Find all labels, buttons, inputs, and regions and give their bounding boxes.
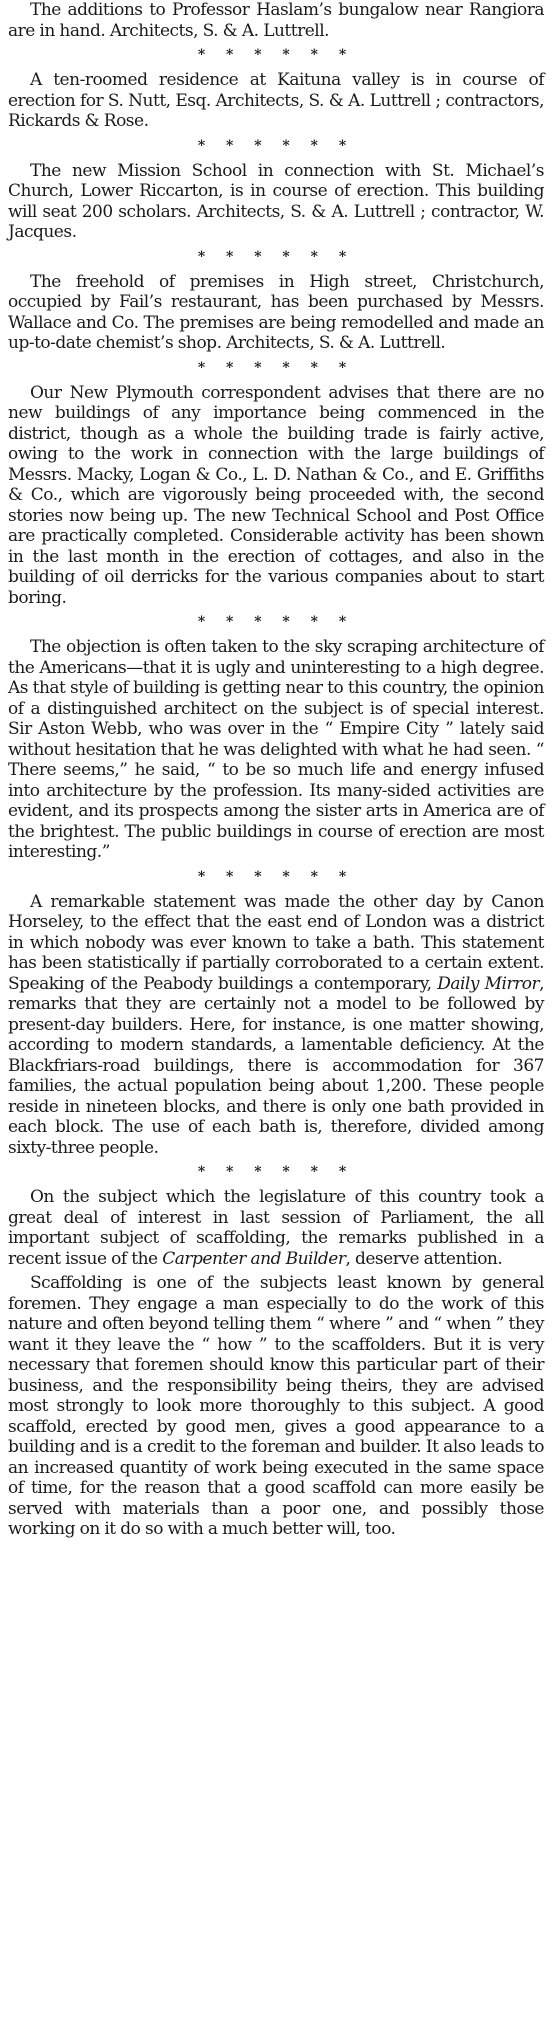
article-paragraph — [8, 1187, 544, 1269]
article-paragraph — [8, 272, 544, 354]
section-separator: * * * * * * — [197, 614, 355, 630]
publication-title: Daily Mirror — [437, 973, 540, 994]
paragraph-text: On the subject which the legislature of this country took a great deal of interest in last session of Parliament, the all important subject of scaffolding, the remarks published in a recent issue of the — [8, 1187, 544, 1269]
paragraph-text: Our New Plymouth correspondent advises that there are no new buildings of any importance being commenced in the district, though as a whole the building trade is fairly active, owing to the work in connection with the large buildings of Messrs. Macky, Logan & Co., L. D. Nathan & Co., and E. Griffiths & Co., which are vigorously being proceeded with, the second stories now being up. The new Technical School and Post Office are practically completed. Considerable activity has been shown in the last month in the erection of cottages, and also in the building of oil derricks for the various companies about to start boring. — [8, 382, 544, 608]
paragraph-text: , deserve attention. — [345, 1248, 503, 1269]
paragraph-text: The objection is often taken to the sky scraping architecture of the Americans—that it is ugly and uninteresting to a high degree. As that style of building is getting near to this country, the opinion of a distinguished architect on the subject is of special interest. Sir Aston Webb, who was over in the “ Empire City ” lately said without hesitation that he was delighted with what he had seen. “ There seems,” he said, “ to be so much life and energy infused into architecture by the profession. Its many-sided activities are evident, and its prospects among the sister arts in America are of the brightest. The public buildings in course of erection are most interesting.” — [8, 637, 544, 862]
article-paragraph — [8, 383, 544, 609]
paragraph-text: A ten-roomed residence at Kaituna valley is in course of erection for S. Nutt, Esq. Architects, S. & A. Luttrell ; contractors, Rickards & Rose. — [8, 70, 544, 131]
section-separator: * * * * * * — [197, 1164, 355, 1180]
paragraph-text: A remarkable statement was made the other day by Canon Horseley, to the effect that the east end of London was a district in which nobody was ever known to take a bath. This statement has been statistically if partially corroborated to a certain extent. Speaking of the Peabody buildings a contemporary, — [8, 891, 544, 994]
paragraph-text: Scaffolding is one of the subjects least known by general foremen. They engage a man especially to do the work of this nature and often beyond telling them “ where ” and “ when ” they want it they leave the “ how ” to the scaffolders. But it is very necessary that foremen should know this particular part of their business, and the responsibility being theirs, they are advised most strongly to look more thoroughly to this subject. A good scaffold, erected by good men, gives a good appearance to a building and is a credit to the foreman and builder. It also leads to an increased quantity of work being executed in the same space of time, for the reason that a good scaffold can more easily be served with materials than a poor one, and possibly those working on it do so with a much better will, too. — [8, 1273, 544, 1539]
article-paragraph — [8, 0, 544, 41]
paragraph-text: The new Mission School in connection with St. Michael’s Church, Lower Riccarton, is in course of erection. This building will seat 200 scholars. Architects, S. & A. Luttrell ; contractor, W. Jacques. — [8, 160, 544, 242]
article-paragraph — [8, 1273, 544, 1540]
section-separator: * * * * * * — [197, 868, 355, 885]
section-separator: * * * * * * — [197, 47, 355, 63]
article-paragraph — [8, 637, 544, 863]
paragraph-text: The freehold of premises in High street, Christchurch, occupied by Fail’s restaurant, has been purchased by Messrs. Wallace and Co. The premises are being remodelled and made an up-to-date chemist’s shop. Architects, S. & A. Luttrell. — [8, 271, 544, 353]
section-separator: * * * * * * — [197, 359, 355, 376]
section-separator: * * * * * * — [197, 248, 355, 265]
paragraph-text: The additions to Professor Haslam’s bungalow near Rangiora are in hand. Architects, S. & A. Luttrell. — [8, 0, 544, 41]
section-separator: * * * * * * — [197, 137, 355, 154]
article-paragraph — [8, 161, 544, 243]
article-paragraph — [8, 892, 544, 1159]
publication-title: Carpenter and Builder — [162, 1248, 346, 1269]
paragraph-text: , remarks that they are certainly not a model to be followed by present-day builders. Here, for instance, is one matter showing, according to modern standards, a lamentable deficiency. At the Blackfriars-road buildings, there is accommodation for 367 families, the actual population being about 1,200. These people reside in nineteen blocks, and there is only one bath provided in each block. The use of each bath is, therefore, divided among sixty-three people. — [8, 973, 544, 1158]
article-paragraph — [8, 70, 544, 132]
